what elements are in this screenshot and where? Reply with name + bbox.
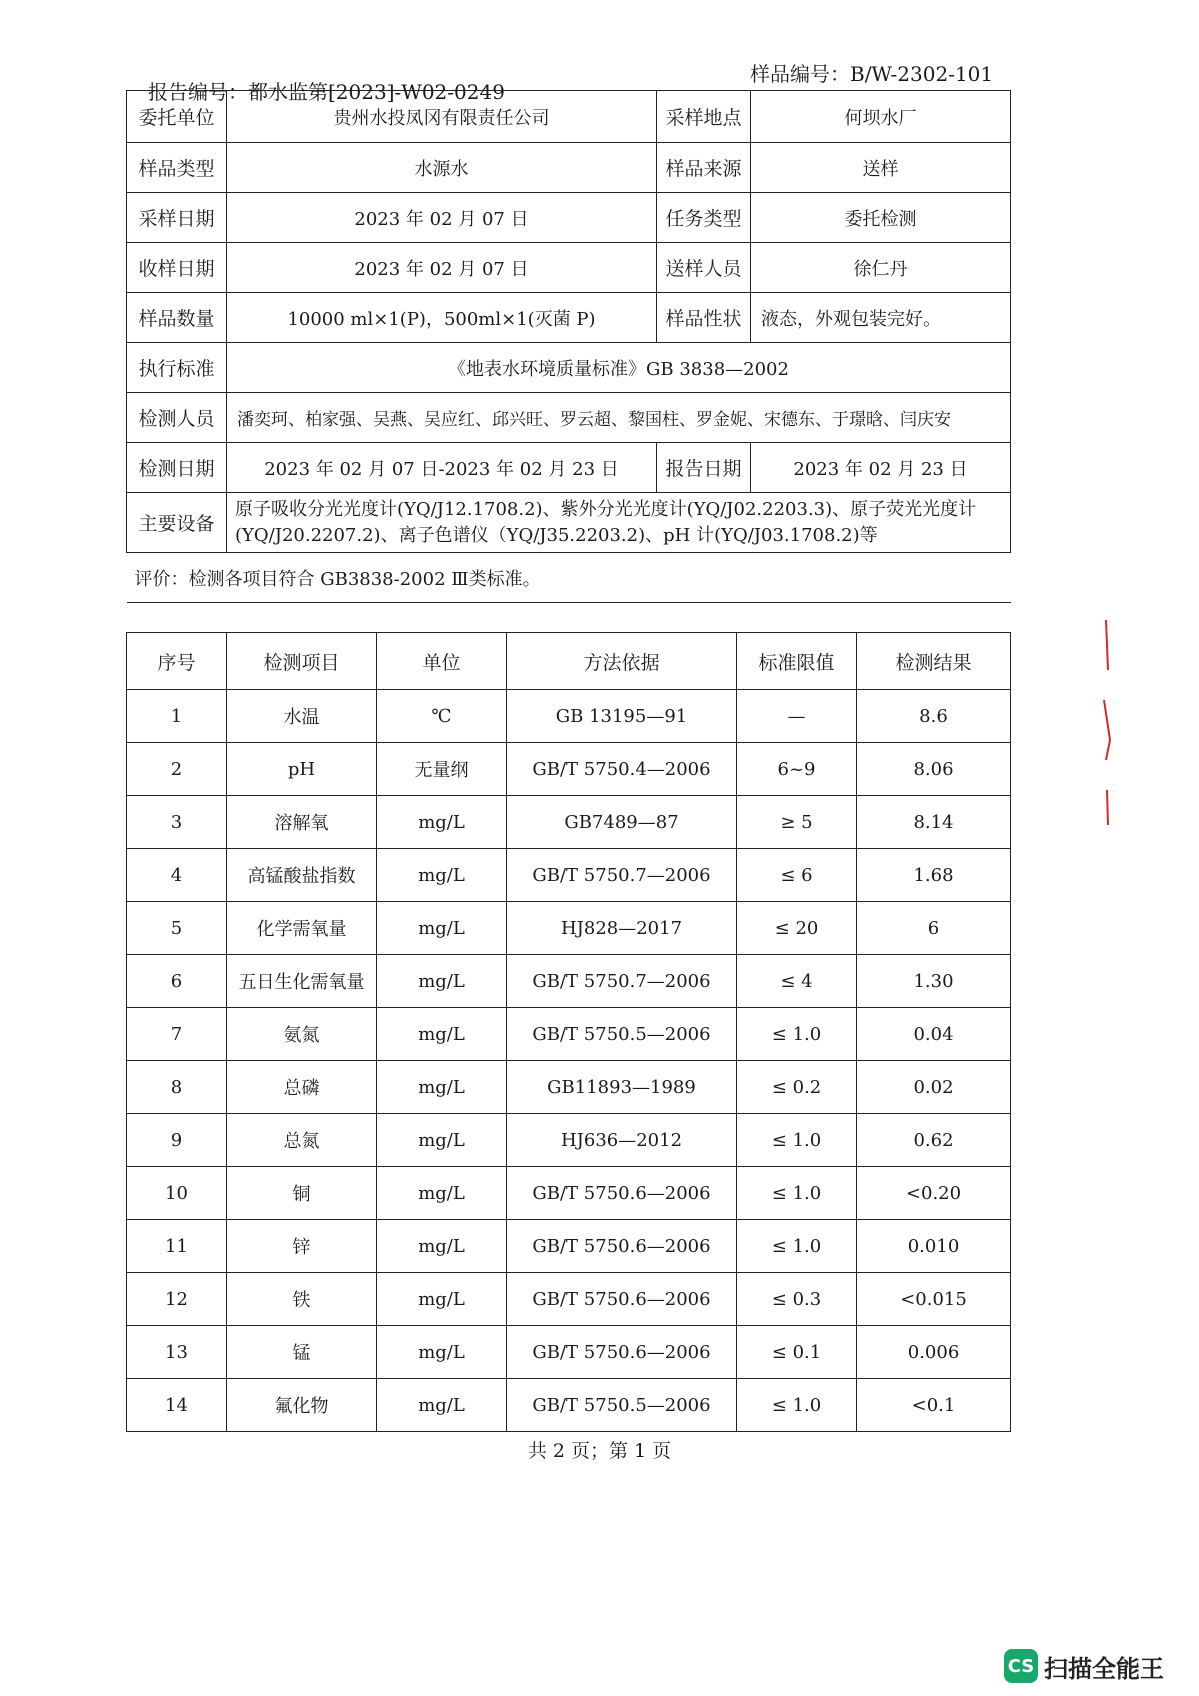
row-limit: —: [737, 690, 857, 743]
row-limit: ≤ 0.1: [737, 1326, 857, 1379]
row-unit: mg/L: [377, 1220, 507, 1273]
table-row: [127, 849, 1011, 902]
row-no: 10: [127, 1167, 227, 1220]
row-item: 铁: [227, 1273, 377, 1326]
table-row: [127, 1008, 1011, 1061]
table-row: [127, 902, 1011, 955]
row-item: 总氮: [227, 1114, 377, 1167]
row-unit: ℃: [377, 690, 507, 743]
row-no: 12: [127, 1273, 227, 1326]
row-no: 2: [127, 743, 227, 796]
row-item: 五日生化需氧量: [227, 955, 377, 1008]
row-no: 3: [127, 796, 227, 849]
row-item: 锰: [227, 1326, 377, 1379]
scanner-app-name: 扫描全能王: [1044, 1654, 1164, 1683]
row-unit: mg/L: [377, 1061, 507, 1114]
row-no: 13: [127, 1326, 227, 1379]
client-value: 贵州水投凤冈有限责任公司: [227, 91, 657, 143]
sender-label: 送样人员: [657, 243, 751, 293]
row-method: GB/T 5750.5—2006: [507, 1008, 737, 1061]
row-no: 5: [127, 902, 227, 955]
row-item: pH: [227, 743, 377, 796]
results-header-row: [127, 633, 1011, 690]
row-method: GB/T 5750.4—2006: [507, 743, 737, 796]
quantity-label: 样品数量: [127, 293, 227, 343]
table-row: [127, 1167, 1011, 1220]
row-no: 7: [127, 1008, 227, 1061]
row-unit: mg/L: [377, 902, 507, 955]
scanner-watermark: [1004, 1648, 1164, 1684]
row-unit: 无量纲: [377, 743, 507, 796]
row-limit: ≤ 4: [737, 955, 857, 1008]
row-no: 8: [127, 1061, 227, 1114]
row-result: 1.68: [857, 849, 1011, 902]
table-row: [127, 1273, 1011, 1326]
row-no: 11: [127, 1220, 227, 1273]
row-method: GB/T 5750.7—2006: [507, 849, 737, 902]
col-header-item: 检测项目: [227, 633, 377, 690]
sender-value: 徐仁丹: [751, 243, 1011, 293]
row-unit: mg/L: [377, 1379, 507, 1432]
row-result: <0.1: [857, 1379, 1011, 1432]
staff-value: 潘奕珂、柏家强、吴燕、吴应红、邱兴旺、罗云超、黎国柱、罗金妮、宋德东、于璟晗、闫庆安: [227, 393, 1011, 443]
sampling-date-label: 采样日期: [127, 193, 227, 243]
row-result: 0.010: [857, 1220, 1011, 1273]
row-result: 1.30: [857, 955, 1011, 1008]
row-method: GB/T 5750.6—2006: [507, 1273, 737, 1326]
row-item: 溶解氧: [227, 796, 377, 849]
red-stamp-marks: [1098, 610, 1118, 830]
standard-label: 执行标准: [127, 343, 227, 393]
row-no: 9: [127, 1114, 227, 1167]
row-no: 4: [127, 849, 227, 902]
row-unit: mg/L: [377, 1114, 507, 1167]
row-unit: mg/L: [377, 1326, 507, 1379]
row-limit: ≤ 1.0: [737, 1379, 857, 1432]
row-unit: mg/L: [377, 955, 507, 1008]
report-number: 报告编号：都水监第[2023]-W02-0249: [148, 80, 505, 104]
source-label: 样品来源: [657, 143, 751, 193]
row-no: 6: [127, 955, 227, 1008]
row-method: GB7489—87: [507, 796, 737, 849]
row-result: <0.20: [857, 1167, 1011, 1220]
col-header-method: 方法依据: [507, 633, 737, 690]
test-date-value: 2023 年 02 月 07 日-2023 年 02 月 23 日: [227, 443, 657, 493]
site-value: 何坝水厂: [751, 91, 1011, 143]
row-unit: mg/L: [377, 849, 507, 902]
report-date-label: 报告日期: [657, 443, 751, 493]
site-label: 采样地点: [657, 91, 751, 143]
row-item: 铜: [227, 1167, 377, 1220]
task-label: 任务类型: [657, 193, 751, 243]
row-result: 0.04: [857, 1008, 1011, 1061]
col-header-limit: 标准限值: [737, 633, 857, 690]
table-row: [127, 796, 1011, 849]
row-method: GB11893—1989: [507, 1061, 737, 1114]
row-unit: mg/L: [377, 1167, 507, 1220]
row-method: GB/T 5750.6—2006: [507, 1167, 737, 1220]
page-footer: 共 2 页；第 1 页: [527, 1440, 672, 1462]
row-limit: ≥ 5: [737, 796, 857, 849]
report-date-value: 2023 年 02 月 23 日: [751, 443, 1011, 493]
sampling-date-value: 2023 年 02 月 07 日: [227, 193, 657, 243]
row-item: 水温: [227, 690, 377, 743]
row-method: GB/T 5750.6—2006: [507, 1326, 737, 1379]
row-limit: ≤ 20: [737, 902, 857, 955]
row-item: 化学需氧量: [227, 902, 377, 955]
row-method: HJ828—2017: [507, 902, 737, 955]
row-no: 1: [127, 690, 227, 743]
row-no: 14: [127, 1379, 227, 1432]
cs-logo-icon: CS: [1004, 1649, 1038, 1683]
row-unit: mg/L: [377, 1273, 507, 1326]
row-limit: 6~9: [737, 743, 857, 796]
standard-value: 《地表水环境质量标准》GB 3838—2002: [227, 343, 1011, 393]
col-header-no: 序号: [127, 633, 227, 690]
col-header-unit: 单位: [377, 633, 507, 690]
row-limit: ≤ 0.3: [737, 1273, 857, 1326]
evaluation-text: 评价：检测各项目符合 GB3838-2002 Ⅲ类标准。: [127, 553, 1011, 603]
row-limit: ≤ 0.2: [737, 1061, 857, 1114]
row-limit: ≤ 1.0: [737, 1008, 857, 1061]
results-body: [127, 690, 1011, 1432]
row-unit: mg/L: [377, 796, 507, 849]
staff-label: 检测人员: [127, 393, 227, 443]
row-limit: ≤ 1.0: [737, 1167, 857, 1220]
table-row: [127, 1220, 1011, 1273]
client-label: 委托单位: [127, 91, 227, 143]
row-method: GB 13195—91: [507, 690, 737, 743]
row-unit: mg/L: [377, 1008, 507, 1061]
table-row: [127, 1326, 1011, 1379]
table-row: [127, 1061, 1011, 1114]
row-result: 0.62: [857, 1114, 1011, 1167]
row-item: 氨氮: [227, 1008, 377, 1061]
row-limit: ≤ 1.0: [737, 1220, 857, 1273]
receipt-date-label: 收样日期: [127, 243, 227, 293]
row-item: 高锰酸盐指数: [227, 849, 377, 902]
type-value: 水源水: [227, 143, 657, 193]
equipment-label: 主要设备: [127, 493, 227, 553]
row-item: 氟化物: [227, 1379, 377, 1432]
state-label: 样品性状: [657, 293, 751, 343]
row-limit: ≤ 6: [737, 849, 857, 902]
results-table: [126, 632, 1011, 1432]
row-result: 8.06: [857, 743, 1011, 796]
test-date-label: 检测日期: [127, 443, 227, 493]
table-row: [127, 1379, 1011, 1432]
row-result: 8.14: [857, 796, 1011, 849]
table-row: [127, 743, 1011, 796]
row-method: GB/T 5750.7—2006: [507, 955, 737, 1008]
row-result: 8.6: [857, 690, 1011, 743]
sample-number: 样品编号：B/W-2302-101: [750, 62, 994, 86]
state-value: 液态，外观包装完好。: [751, 293, 1011, 343]
equipment-value: 原子吸收分光光度计(YQ/J12.1708.2)、紫外分光光度计(YQ/J02.2203.3)、原子荧光光度计(YQ/J20.2207.2)、离子色谱仪（YQ/J35.2203.2)、pH 计(YQ/J03.1708.2)等: [227, 493, 1011, 553]
sample-info-table: [126, 90, 1011, 603]
table-row: [127, 690, 1011, 743]
row-method: HJ636—2012: [507, 1114, 737, 1167]
row-result: 0.02: [857, 1061, 1011, 1114]
row-result: 0.006: [857, 1326, 1011, 1379]
row-method: GB/T 5750.5—2006: [507, 1379, 737, 1432]
row-method: GB/T 5750.6—2006: [507, 1220, 737, 1273]
task-value: 委托检测: [751, 193, 1011, 243]
row-limit: ≤ 1.0: [737, 1114, 857, 1167]
row-item: 总磷: [227, 1061, 377, 1114]
col-header-result: 检测结果: [857, 633, 1011, 690]
row-result: <0.015: [857, 1273, 1011, 1326]
quantity-value: 10000 ml×1(P)，500ml×1(灭菌 P): [227, 293, 657, 343]
row-result: 6: [857, 902, 1011, 955]
row-item: 锌: [227, 1220, 377, 1273]
table-row: [127, 1114, 1011, 1167]
table-row: [127, 955, 1011, 1008]
receipt-date-value: 2023 年 02 月 07 日: [227, 243, 657, 293]
source-value: 送样: [751, 143, 1011, 193]
type-label: 样品类型: [127, 143, 227, 193]
